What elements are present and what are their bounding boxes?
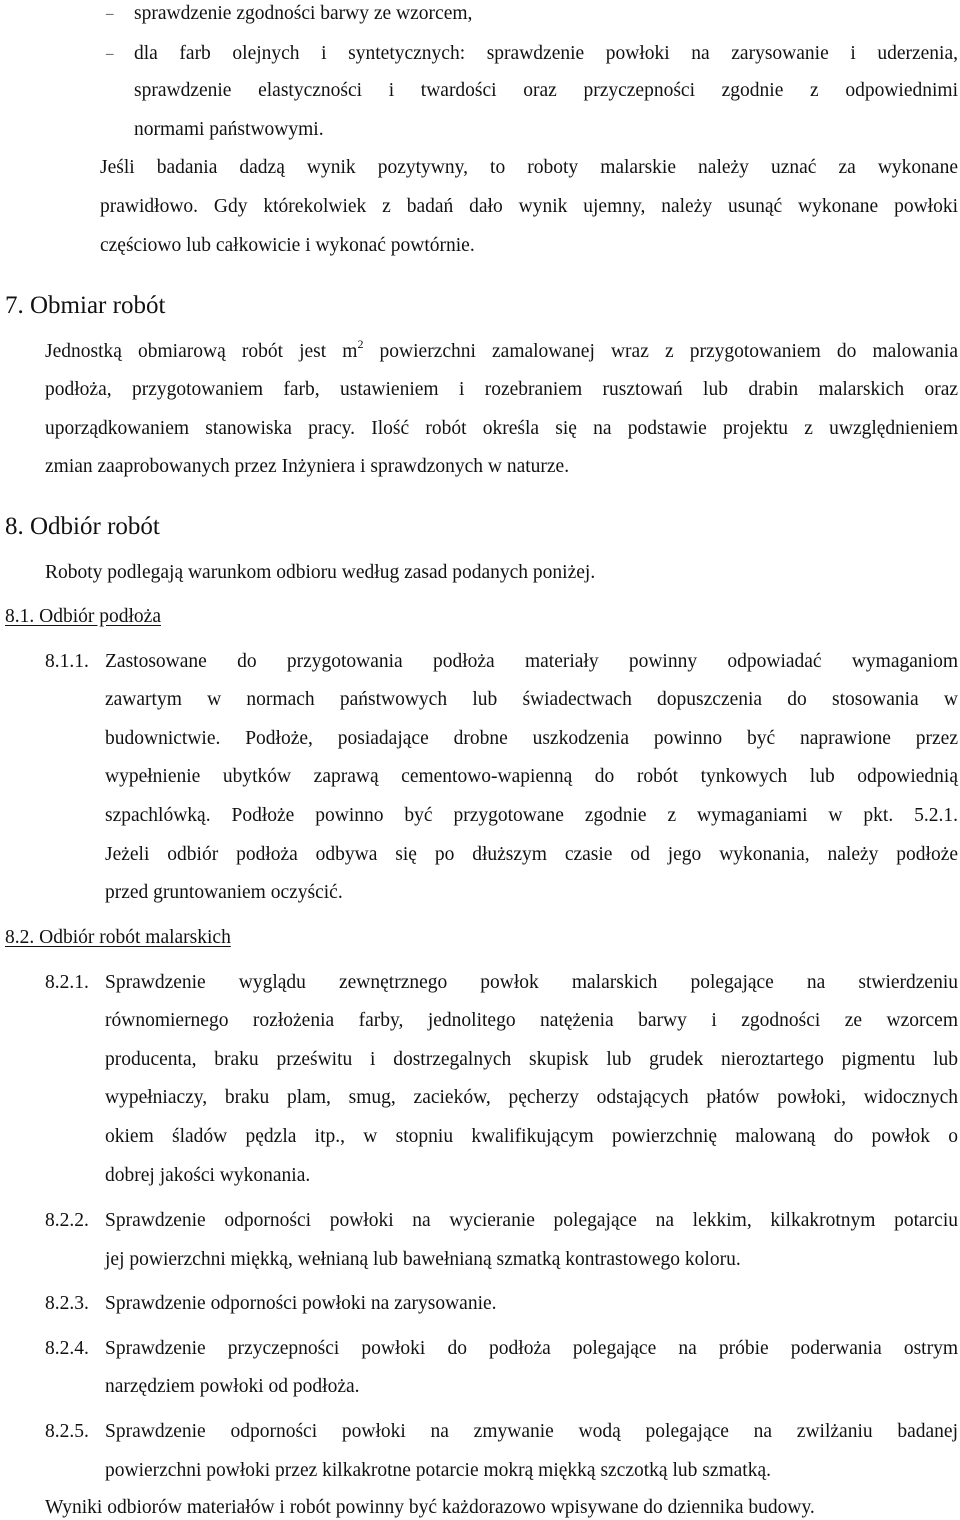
section-heading-7: 7. Obmiar robót — [5, 292, 166, 319]
item-line: okiem śladów pędzla itp., w stopniu kwalifikującym powierzchnię malowaną do powłok o — [105, 1126, 958, 1147]
item-line: wypełniaczy, braku plam, smug, zacieków, pęcherzy odstających płatów powłoki, widocznych — [105, 1087, 958, 1108]
item-line: powierzchni powłoki przez kilkakrotne potarcie mokrą miękką szczotką lub szmatką. — [105, 1460, 771, 1481]
item-line: Sprawdzenie przyczepności powłoki do podłoża polegające na próbie poderwania ostrym — [105, 1338, 958, 1359]
item-line: producenta, braku prześwitu i dostrzegalnych skupisk lub grudek nieroztartego pigmentu lub — [105, 1049, 958, 1070]
closing-sentence: Wyniki odbiorów materiałów i robót powinny być każdorazowo wpisywane do dziennika budowy. — [45, 1497, 815, 1518]
bullet-text: normami państwowymi. — [134, 119, 324, 140]
item-line: Zastosowane do przygotowania podłoża materiały powinny odpowiadać wymaganiom — [105, 651, 958, 672]
bullet-text: dla farb olejnych i syntetycznych: sprawdzenie powłoki na zarysowanie i uderzenia, — [134, 43, 958, 64]
paragraph-line: częściowo lub całkowicie i wykonać powtórnie. — [100, 235, 475, 256]
text-part: Jednostką obmiarową robót jest m — [45, 341, 358, 362]
item-line: równomiernego rozłożenia farby, jednolitego natężenia barwy i zgodności ze wzorcem — [105, 1010, 958, 1031]
item-line: Sprawdzenie odporności powłoki na zmywanie wodą polegające na zwilżaniu badanej — [105, 1421, 958, 1442]
item-line: budownictwie. Podłoże, posiadające drobne uszkodzenia powinno być naprawione przez — [105, 728, 958, 749]
item-line: jej powierzchni miękką, wełnianą lub bawełnianą szmatką kontrastowego koloru. — [105, 1249, 741, 1270]
text-part: powierzchni zamalowanej wraz z przygotowaniem do malowania — [363, 341, 958, 362]
bullet-text: sprawdzenie zgodności barwy ze wzorcem, — [134, 3, 473, 24]
item-line: Jeżeli odbiór podłoża odbywa się po dłuższym czasie od jego wykonania, należy podłoże — [105, 844, 958, 865]
item-line: dobrej jakości wykonania. — [105, 1165, 311, 1186]
item-number: 8.2.3. — [45, 1293, 89, 1314]
item-line: zawartym w normach państwowych lub świadectwach dopuszczenia do stosowania w — [105, 689, 958, 710]
item-line: wypełnienie ubytków zaprawą cementowo-wapienną do robót tynkowych lub odpowiednią — [105, 766, 958, 787]
item-line: narzędziem powłoki od podłoża. — [105, 1376, 360, 1397]
paragraph-line: zmian zaaprobowanych przez Inżyniera i sprawdzonych w naturze. — [45, 456, 570, 477]
item-number: 8.2.5. — [45, 1421, 89, 1442]
item-line: Sprawdzenie odporności powłoki na zarysowanie. — [105, 1293, 497, 1314]
item-number: 8.1.1. — [45, 651, 89, 672]
item-number: 8.2.4. — [45, 1338, 89, 1359]
subsection-title-8-2: 8.2. Odbiór robót malarskich — [5, 927, 231, 948]
bullet-dash: – — [106, 46, 114, 62]
item-line: szpachlówką. Podłoże powinno być przygotowane zgodnie z wymaganiami w pkt. 5.2.1. — [105, 805, 958, 826]
paragraph-line: Roboty podlegają warunkom odbioru według zasad podanych poniżej. — [45, 562, 596, 583]
item-line: Sprawdzenie odporności powłoki na wycieranie polegające na lekkim, kilkakrotnym potarciu — [105, 1210, 958, 1231]
bullet-dash: – — [106, 6, 114, 22]
item-number: 8.2.2. — [45, 1210, 89, 1231]
paragraph-line: uporządkowaniem stanowiska pracy. Ilość robót określa się na podstawie projektu z uwzględnieniem — [45, 418, 958, 439]
paragraph-line: podłoża, przygotowaniem farb, ustawieniem i rozebraniem rusztowań lub drabin malarskich oraz — [45, 379, 958, 400]
paragraph-line: prawidłowo. Gdy którekolwiek z badań dało wynik ujemny, należy usunąć wykonane powłoki — [100, 196, 958, 217]
superscript: 2 — [357, 337, 364, 351]
bullet-text: sprawdzenie elastyczności i twardości oraz przyczepności zgodnie z odpowiednimi — [134, 80, 958, 101]
subsection-title-8-1: 8.1. Odbiór podłoża — [5, 606, 161, 627]
paragraph-line — [45, 337, 958, 362]
item-number: 8.2.1. — [45, 972, 89, 993]
paragraph-line: Jeśli badania dadzą wynik pozytywny, to roboty malarskie należy uznać za wykonane — [100, 157, 958, 178]
section-heading-8: 8. Odbiór robót — [5, 513, 160, 540]
item-line: Sprawdzenie wyglądu zewnętrznego powłok malarskich polegające na stwierdzeniu — [105, 972, 958, 993]
item-line: przed gruntowaniem oczyścić. — [105, 882, 343, 903]
